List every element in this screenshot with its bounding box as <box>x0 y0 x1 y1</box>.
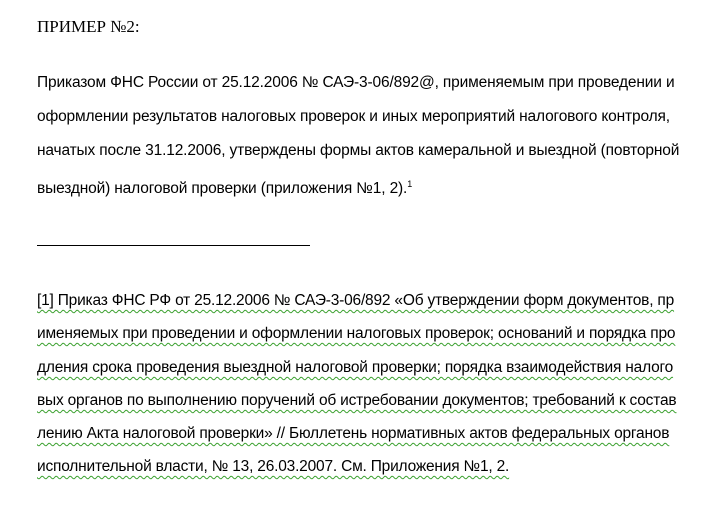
footnote-line-5-text: лению Акта налоговой проверки» // Бюллетень нормативных актов федеральных органов <box>37 425 670 442</box>
footnote-marker[interactable]: 1 <box>407 179 413 189</box>
paragraph-line-2: оформлении результатов налоговых проверок и иных мероприятий налогового контроля, <box>37 108 670 125</box>
paragraph-line-4 <box>37 174 412 199</box>
paragraph-line-4-text: выездной) налоговой проверки (приложения №1, 2). <box>37 180 408 197</box>
footnote-line-4 <box>37 391 676 411</box>
footnote-line-3 <box>37 358 673 378</box>
footnote-line-6 <box>37 457 509 477</box>
footnote-separator <box>37 245 310 246</box>
footnote-line-2-text: именяемых при проведении и оформлении налоговых проверок; оснований и порядка про <box>37 325 676 342</box>
footnote-line-4-text: вых органов по выполнению поручений об истребовании документов; требований к состав <box>37 392 677 409</box>
example-heading: ПРИМЕР №2: <box>37 17 140 36</box>
footnote-line-6-text: исполнительной власти, № 13, 26.03.2007. См. Приложения №1, 2. <box>37 458 510 475</box>
footnote-line-5 <box>37 424 669 444</box>
paragraph-line-3: начатых после 31.12.2006, утверждены формы актов камеральной и выездной (повторной <box>37 142 680 159</box>
paragraph-line-1: Приказом ФНС России от 25.12.2006 № САЭ-3-06/892@, применяемым при проведении и <box>37 74 675 91</box>
footnote-line-2 <box>37 324 675 344</box>
footnote-line-1 <box>37 291 674 311</box>
footnote-line-1-text: [1] Приказ ФНС РФ от 25.12.2006 № САЭ-3-06/892 «Об утверждении форм документов, пр <box>37 292 675 309</box>
footnote-line-3-text: дления срока проведения выездной налоговой проверки; порядка взаимодействия налого <box>37 359 674 376</box>
